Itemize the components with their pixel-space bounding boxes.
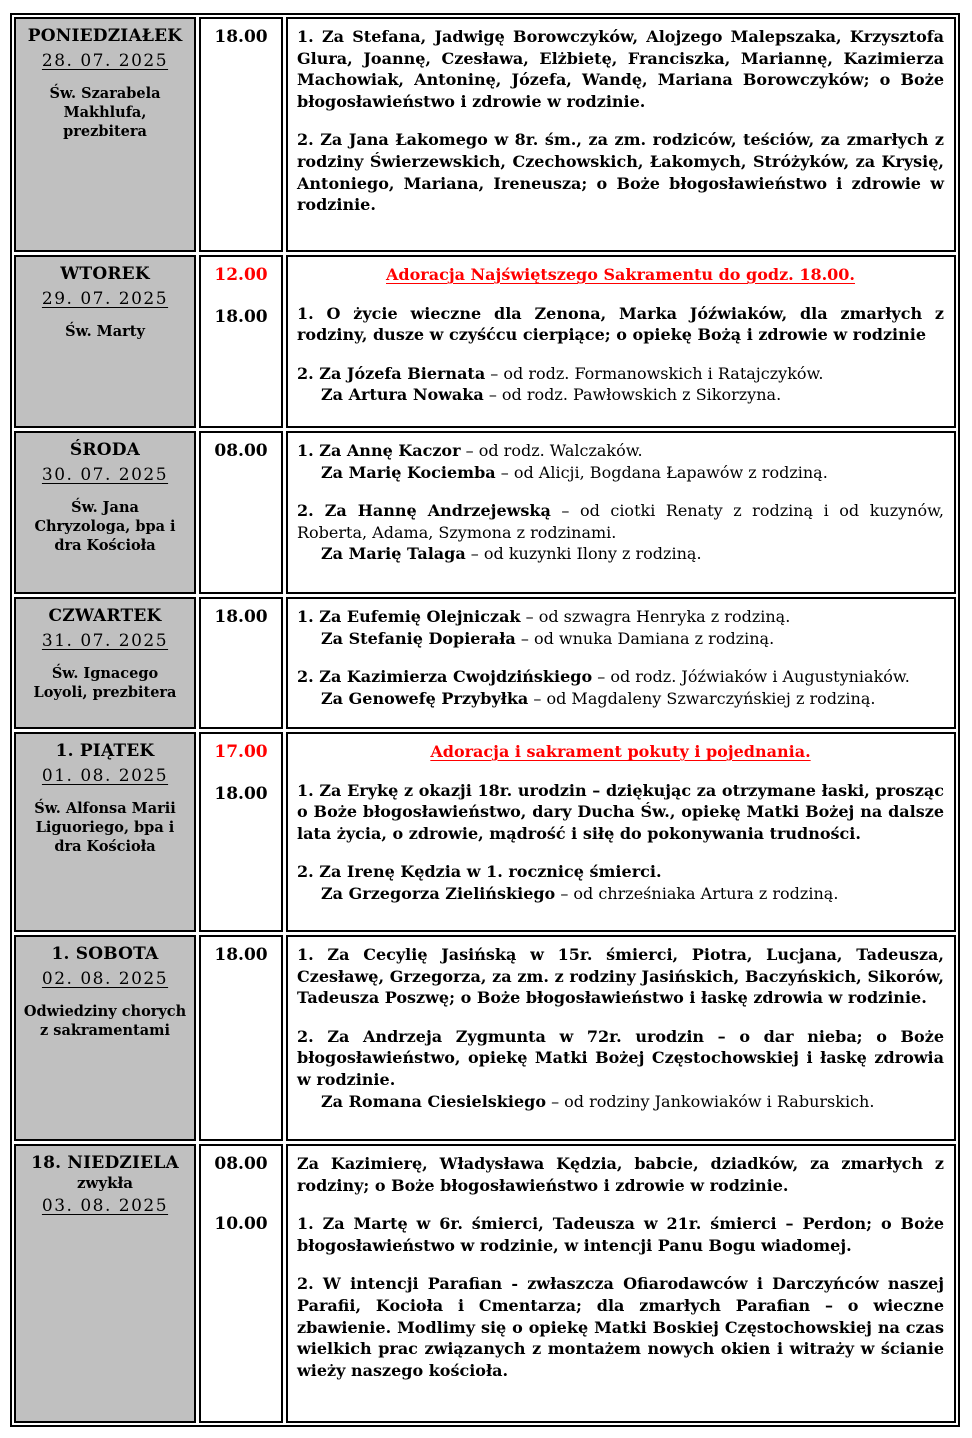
intention-paragraph <box>297 1273 944 1381</box>
day-name: PONIEDZIAŁEK <box>27 26 183 46</box>
intention-text: 2. Za Jana Łakomego w 8r. śm., za zm. rodziców, teściów, za zmarłych z rodziny Świerzewskich, Czechowskich, Łakomych, Stróżyków, za Krysię, Antoniego, Mariana, Ireneusza; o Boże błogosławieństwo i zdrowie w rodzinie. <box>297 130 944 215</box>
day-date: 28. 07. 2025 <box>41 51 169 72</box>
time-value: 08.00 <box>214 1154 268 1174</box>
intention-text: 2. Za Irenę Kędzia w 1. rocznicę śmierci. <box>297 862 662 882</box>
mass-intentions-table <box>10 13 960 1427</box>
intentions-cell <box>286 935 956 1141</box>
day-date: 02. 08. 2025 <box>41 969 169 990</box>
table-row-friday <box>14 732 956 932</box>
day-cell <box>14 732 196 932</box>
intention-donor: – od rodz. Pawłowskich z Sikorzyna. <box>483 385 782 405</box>
intention-paragraph <box>297 1091 944 1113</box>
time-cell <box>199 597 283 729</box>
intention-name: Za Marię Kociemba <box>321 462 496 482</box>
time-value-adoration: 12.00 <box>214 265 268 285</box>
adoration-heading <box>297 264 944 286</box>
time-cell <box>199 17 283 252</box>
intention-paragraph <box>297 1026 944 1091</box>
intention-name: Za Romana Ciesielskiego <box>321 1091 546 1111</box>
intention-paragraph <box>297 303 944 346</box>
intention-donor: – od wnuka Damiana z rodziną. <box>515 628 775 648</box>
intention-text: 2. Za Andrzeja Zygmunta w 72r. urodzin – o dar nieba; o Boże błogosławieństwo, opiekę Matki Bożej Częstochowskiej i łaskę zdrowia w rodzinie. <box>297 1026 944 1089</box>
day-date: 29. 07. 2025 <box>41 289 169 310</box>
intention-paragraph <box>297 666 944 688</box>
time-value: 08.00 <box>214 441 268 461</box>
day-cell <box>14 1144 196 1423</box>
intention-name: Za Stefanię Dopierała <box>321 628 516 648</box>
day-name: 1. SOBOTA <box>51 944 159 964</box>
intention-donor: – od chrześniaka Artura z rodziną. <box>555 883 839 903</box>
intention-name: Za Grzegorza Zielińskiego <box>321 883 556 903</box>
intention-name: Za Artura Nowaka <box>321 385 484 405</box>
intention-name: Za Marię Talaga <box>321 544 466 564</box>
day-date: 31. 07. 2025 <box>41 631 169 652</box>
day-subtitle: zwykła <box>76 1174 134 1193</box>
intention-name: 2. Za Kazimierza Cwojdzińskiego <box>297 667 593 687</box>
intention-text: 1. Za Martę w 6r. śmierci, Tadeusza w 21r. śmierci – Perdon; o Boże błogosławieństwo w rodzinie, w intencji Panu Bogu wiadomej. <box>297 1214 944 1255</box>
time-cell <box>199 732 283 932</box>
intention-name: 1. Za Eufemię Olejniczak <box>297 607 521 626</box>
time-value: 18.00 <box>214 784 268 804</box>
intention-paragraph <box>297 462 944 484</box>
intentions-cell <box>286 255 956 428</box>
intentions-cell <box>286 431 956 594</box>
intentions-cell <box>286 1144 956 1423</box>
day-name: ŚRODA <box>69 440 141 460</box>
day-note: Odwiedziny chorych z sakramentami <box>23 1003 187 1040</box>
intention-name: Za Genowefę Przybyłka <box>321 688 529 708</box>
intention-name: 1. Za Annę Kaczor <box>297 441 461 460</box>
day-date: 03. 08. 2025 <box>41 1196 169 1217</box>
intention-donor: – od Alicji, Bogdana Łapawów z rodziną. <box>495 462 828 482</box>
intention-text: Za Kazimierę, Władysława Kędzia, babcie, dziadków, za zmarłych z rodziny; o Boże błogosławieństwo i zdrowie w rodzinie. <box>297 1154 944 1195</box>
intention-text: 1. O życie wieczne dla Zenona, Marka Jóźwiaków, dla zmarłych z rodziny, dusze w czyśćcu cierpiące; o opiekę Bożą i zdrowie w rodzinie <box>297 303 944 345</box>
time-value: 18.00 <box>214 945 268 965</box>
adoration-text: Adoracja i sakrament pokuty i pojednania. <box>430 742 811 761</box>
time-value: 18.00 <box>214 27 268 47</box>
time-value: 10.00 <box>214 1214 268 1234</box>
intention-paragraph <box>297 26 944 112</box>
intention-donor: – od rodz. Jóźwiaków i Augustyniaków. <box>592 667 910 687</box>
adoration-text: Adoracja Najświętszego Sakramentu do godz. 18.00. <box>386 265 855 284</box>
intention-text: 2. W intencji Parafian - zwłaszcza Ofiarodawców i Darczyńców naszej Parafii, Kocioła i Cmentarza; dla zmarłych Parafian – o wieczne zbawienie. Modlimy się o opiekę Matki Boskiej Częstochowskiej na czas wielkich prac związanych z montażem nowych okien i witraży w ścianie wieży naszego kościoła. <box>297 1274 944 1380</box>
table-row-tuesday <box>14 255 956 428</box>
day-note: Św. Alfonsa Marii Liguoriego, bpa i dra Kościoła <box>34 800 176 855</box>
intention-name: 2. Za Józefa Biernata <box>297 363 486 383</box>
day-cell <box>14 17 196 252</box>
day-cell <box>14 597 196 729</box>
intention-paragraph <box>297 883 944 905</box>
time-value-adoration: 17.00 <box>214 742 268 762</box>
intention-name: 2. Za Hannę Andrzejewską <box>297 501 551 521</box>
intention-paragraph <box>297 384 944 406</box>
intention-paragraph <box>297 1153 944 1196</box>
time-value: 18.00 <box>214 307 268 327</box>
day-note: Św. Jana Chryzologa, bpa i dra Kościoła <box>34 499 176 554</box>
day-note: Św. Marty <box>65 323 145 341</box>
day-name: CZWARTEK <box>48 606 162 626</box>
time-cell <box>199 431 283 594</box>
intention-donor: – od ciotki Renaty z rodziną i od kuzynów, Roberta, Adama, Szymona z rodzinami. <box>297 501 944 542</box>
intention-donor: – od kuzynki Ilony z rodziną. <box>465 544 702 564</box>
intention-paragraph <box>297 861 944 883</box>
day-cell <box>14 255 196 428</box>
adoration-heading <box>297 741 944 763</box>
intention-donor: – od rodziny Jankowiaków i Raburskich. <box>546 1091 875 1111</box>
intentions-cell <box>286 597 956 729</box>
intention-paragraph <box>297 688 944 710</box>
intention-paragraph <box>297 1213 944 1256</box>
intention-text: 1. Za Erykę z okazji 18r. urodzin – dziękując za otrzymane łaski, prosząc o Boże błogosławieństwo, dary Ducha Św., opiekę Matki Bożej na dalsze lata życia, o zdrowie, mądrość i siłę do pokonywania trudności. <box>297 780 944 843</box>
intention-text: 1. Za Cecylię Jasińską w 15r. śmierci, Piotra, Lucjana, Tadeusza, Czesławę, Grzegorza, za zm. z rodziny Jasińskich, Baczyńskich, Sikorów, Tadeusza Poszwę; o Boże błogosławieństwo i łaskę zdrowia w rodzinie. <box>297 945 944 1008</box>
intention-paragraph <box>297 944 944 1009</box>
time-cell <box>199 935 283 1141</box>
table-row-monday <box>14 17 956 252</box>
intention-donor: – od rodz. Walczaków. <box>460 441 643 460</box>
intention-donor: – od rodz. Formanowskich i Ratajczyków. <box>485 363 824 383</box>
intention-donor: – od szwagra Henryka z rodziną. <box>520 607 791 626</box>
day-date: 01. 08. 2025 <box>41 766 169 787</box>
time-value: 18.00 <box>214 607 268 627</box>
table-row-saturday <box>14 935 956 1141</box>
intentions-cell <box>286 17 956 252</box>
intention-paragraph <box>297 500 944 543</box>
intention-donor: – od Magdaleny Szwarczyńskiej z rodziną. <box>528 688 876 708</box>
day-cell <box>14 431 196 594</box>
intentions-cell <box>286 732 956 932</box>
intention-paragraph <box>297 606 944 628</box>
day-name: 1. PIĄTEK <box>55 741 155 761</box>
day-name: WTOREK <box>60 264 150 284</box>
intention-paragraph <box>297 780 944 845</box>
intention-paragraph <box>297 363 944 385</box>
day-name: 18. NIEDZIELA <box>31 1153 179 1173</box>
intention-paragraph <box>297 628 944 650</box>
intention-paragraph <box>297 129 944 215</box>
table-row-thursday <box>14 597 956 729</box>
time-cell <box>199 1144 283 1423</box>
intention-paragraph <box>297 543 944 565</box>
day-note: Św. Ignacego Loyoli, prezbitera <box>33 665 177 702</box>
day-note: Św. Szarabela Makhlufa, prezbitera <box>49 85 161 140</box>
day-cell <box>14 935 196 1141</box>
table-row-wednesday <box>14 431 956 594</box>
intention-text: 1. Za Stefana, Jadwigę Borowczyków, Alojzego Malepszaka, Krzysztofa Glura, Joannę, Czesława, Elżbietę, Franciszka, Mariannę, Kazimierza Machowiak, Antoninę, Józefa, Wandę, Mariana Borowczyków; o Boże błogosławieństwo i zdrowie w rodzinie. <box>297 27 944 111</box>
day-date: 30. 07. 2025 <box>41 465 169 486</box>
intention-paragraph <box>297 440 944 462</box>
table-row-sunday <box>14 1144 956 1423</box>
time-cell <box>199 255 283 428</box>
